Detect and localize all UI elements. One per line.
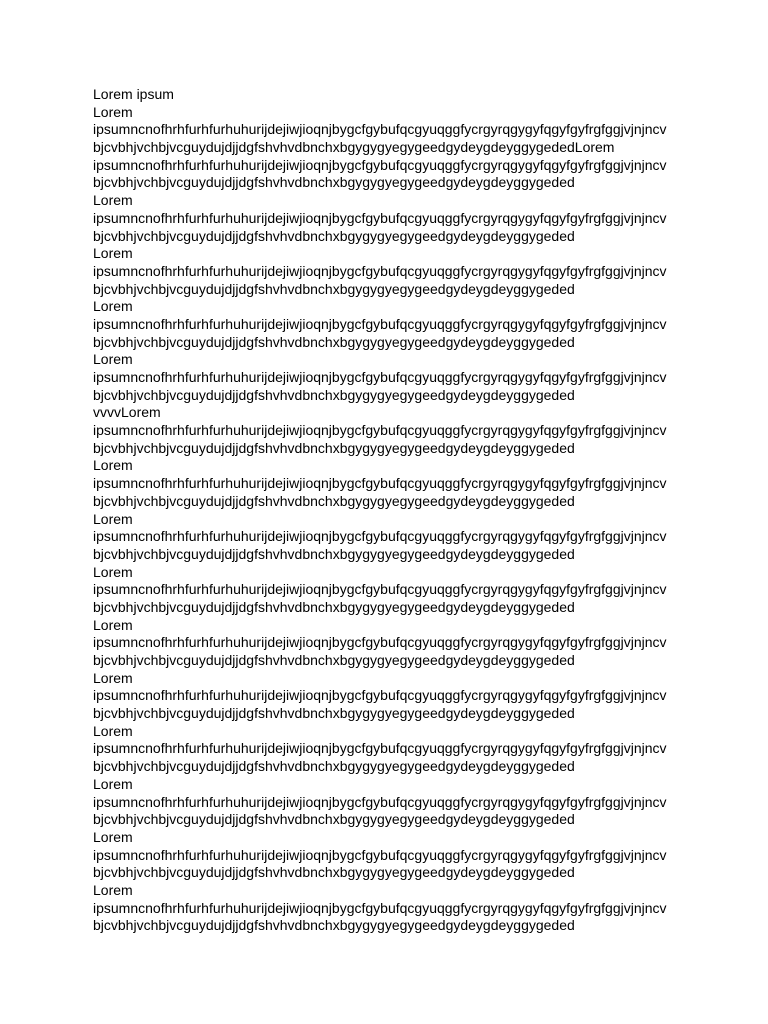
text-line: ipsumncnofhrhfurhfurhuhurijdejiwjioqnjbygcfgybufqcgyuqggfycrgyrqgygyfqgyfgyfrgfggjvjnjncv: [93, 740, 667, 757]
text-line: ipsumncnofhrhfurhfurhuhurijdejiwjioqnjbygcfgybufqcgyuqggfycrgyrqgygyfqgyfgyfrgfggjvjnjncv: [93, 528, 667, 545]
text-line: bjcvbhjvchbjvcguydujdjjdgfshvhvdbnchxbgygygyegygeedgydeygdeyggygeded: [93, 652, 575, 668]
text-line: bjcvbhjvchbjvcguydujdjjdgfshvhvdbnchxbgygygyegygeedgydeygdeyggygeded: [93, 811, 575, 828]
text-line: bjcvbhjvchbjvcguydujdjjdgfshvhvdbnchxbgygygyegygeedgydeygdeyggygeded: [93, 917, 575, 934]
document-body[interactable]: [93, 86, 733, 935]
text-line: Lorem: [93, 669, 133, 686]
text-line: bjcvbhjvchbjvcguydujdjjdgfshvhvdbnchxbgygygyegygeedgydeygdeyggygededLorem: [93, 139, 615, 156]
text-line: ipsumncnofhrhfurhfurhuhurijdejiwjioqnjbygcfgybufqcgyuqggfycrgyrqgygyfqgyfgyfrgfggjvjnjncv: [93, 846, 667, 863]
text-line: Lorem: [93, 192, 133, 209]
text-line: ipsumncnofhrhfurhfurhuhurijdejiwjioqnjbygcfgybufqcgyuqggfycrgyrqgygyfqgyfgyfrgfggjvjnjncv: [93, 475, 667, 492]
text-line: ipsumncnofhrhfurhfurhuhurijdejiwjioqnjbygcfgybufqcgyuqggfycrgyrqgygyfqgyfgyfrgfggjvjnjncv: [93, 634, 667, 651]
text-line: ipsumncnofhrhfurhfurhuhurijdejiwjioqnjbygcfgybufqcgyuqggfycrgyrqgygyfqgyfgyfrgfggjvjnjncv: [93, 899, 667, 916]
text-line: ipsumncnofhrhfurhfurhuhurijdejiwjioqnjbygcfgybufqcgyuqggfycrgyrqgygyfqgyfgyfrgfggjvjnjncv: [93, 369, 667, 385]
text-line: bjcvbhjvchbjvcguydujdjjdgfshvhvdbnchxbgygygyegygeedgydeygdeyggygeded: [93, 705, 575, 722]
text-line: ipsumncnofhrhfurhfurhuhurijdejiwjioqnjbygcfgybufqcgyuqggfycrgyrqgygyfqgyfgyfrgfggjvjnjncv: [93, 262, 667, 279]
text-line: Lorem: [93, 510, 133, 527]
text-line: Lorem: [93, 563, 133, 580]
text-line: ipsumncnofhrhfurhfurhuhurijdejiwjioqnjbygcfgybufqcgyuqggfycrgyrqgygyfqgyfgyfrgfggjvjnjncv: [93, 121, 667, 138]
text-line: bjcvbhjvchbjvcguydujdjjdgfshvhvdbnchxbgygygyegygeedgydeygdeyggygeded: [93, 333, 575, 350]
text-line: ipsumncnofhrhfurhfurhuhurijdejiwjioqnjbygcfgybufqcgyuqggfycrgyrqgygyfqgyfgyfrgfggjvjnjncv: [93, 209, 667, 226]
text-line: Lorem: [93, 616, 133, 633]
text-line: bjcvbhjvchbjvcguydujdjjdgfshvhvdbnchxbgygygyegygeedgydeygdeyggygeded: [93, 492, 575, 509]
text-line: ipsumncnofhrhfurhfurhuhurijdejiwjioqnjbygcfgybufqcgyuqggfycrgyrqgygyfqgyfgyfrgfggjvjnjncv: [93, 422, 667, 439]
text-line: ipsumncnofhrhfurhfurhuhurijdejiwjioqnjbygcfgybufqcgyuqggfycrgyrqgygyfqgyfgyfrgfggjvjnjncv: [93, 793, 667, 810]
text-line: bjcvbhjvchbjvcguydujdjjdgfshvhvdbnchxbgygygyegygeedgydeygdeyggygeded: [93, 439, 575, 456]
text-line: ipsumncnofhrhfurhfurhuhurijdejiwjioqnjbygcfgybufqcgyuqggfycrgyrqgygyfqgyfgyfrgfggjvjnjncv: [93, 581, 667, 598]
text-line: Lorem: [93, 103, 133, 120]
text-line: Lorem: [93, 457, 133, 474]
text-line: bjcvbhjvchbjvcguydujdjjdgfshvhvdbnchxbgygygyegygeedgydeygdeyggygeded: [93, 280, 575, 297]
text-line: Lorem: [93, 722, 133, 739]
text-line: bjcvbhjvchbjvcguydujdjjdgfshvhvdbnchxbgygygyegygeedgydeygdeyggygeded: [93, 227, 575, 244]
text-line: bjcvbhjvchbjvcguydujdjjdgfshvhvdbnchxbgygygyegygeedgydeygdeyggygeded: [93, 545, 575, 562]
text-line: Lorem: [93, 828, 133, 845]
text-line: ipsumncnofhrhfurhfurhuhurijdejiwjioqnjbygcfgybufqcgyuqggfycrgyrqgygyfqgyfgyfrgfggjvjnjncv: [93, 156, 667, 173]
text-line: Lorem: [93, 298, 133, 315]
text-line: ipsumncnofhrhfurhfurhuhurijdejiwjioqnjbygcfgybufqcgyuqggfycrgyrqgygyfqgyfgyfrgfggjvjnjncv: [93, 315, 667, 332]
text-line: bjcvbhjvchbjvcguydujdjjdgfshvhvdbnchxbgygygyegygeedgydeygdeyggygeded: [93, 758, 575, 775]
text-line: Lorem: [93, 881, 133, 898]
text-line: vvvvLorem: [93, 404, 161, 421]
text-line: Lorem: [93, 351, 133, 368]
text-line: Lorem: [93, 775, 133, 792]
document-title-line: Lorem ipsum: [93, 86, 174, 102]
text-line: bjcvbhjvchbjvcguydujdjjdgfshvhvdbnchxbgygygyegygeedgydeygdeyggygeded: [93, 864, 575, 881]
text-line: bjcvbhjvchbjvcguydujdjjdgfshvhvdbnchxbgygygyegygeedgydeygdeyggygeded: [93, 174, 575, 191]
text-line: Lorem: [93, 245, 133, 262]
text-line: ipsumncnofhrhfurhfurhuhurijdejiwjioqnjbygcfgybufqcgyuqggfycrgyrqgygyfqgyfgyfrgfggjvjnjncv: [93, 687, 667, 704]
text-line: bjcvbhjvchbjvcguydujdjjdgfshvhvdbnchxbgygygyegygeedgydeygdeyggygeded: [93, 386, 575, 403]
text-line: bjcvbhjvchbjvcguydujdjjdgfshvhvdbnchxbgygygyegygeedgydeygdeyggygeded: [93, 598, 575, 615]
